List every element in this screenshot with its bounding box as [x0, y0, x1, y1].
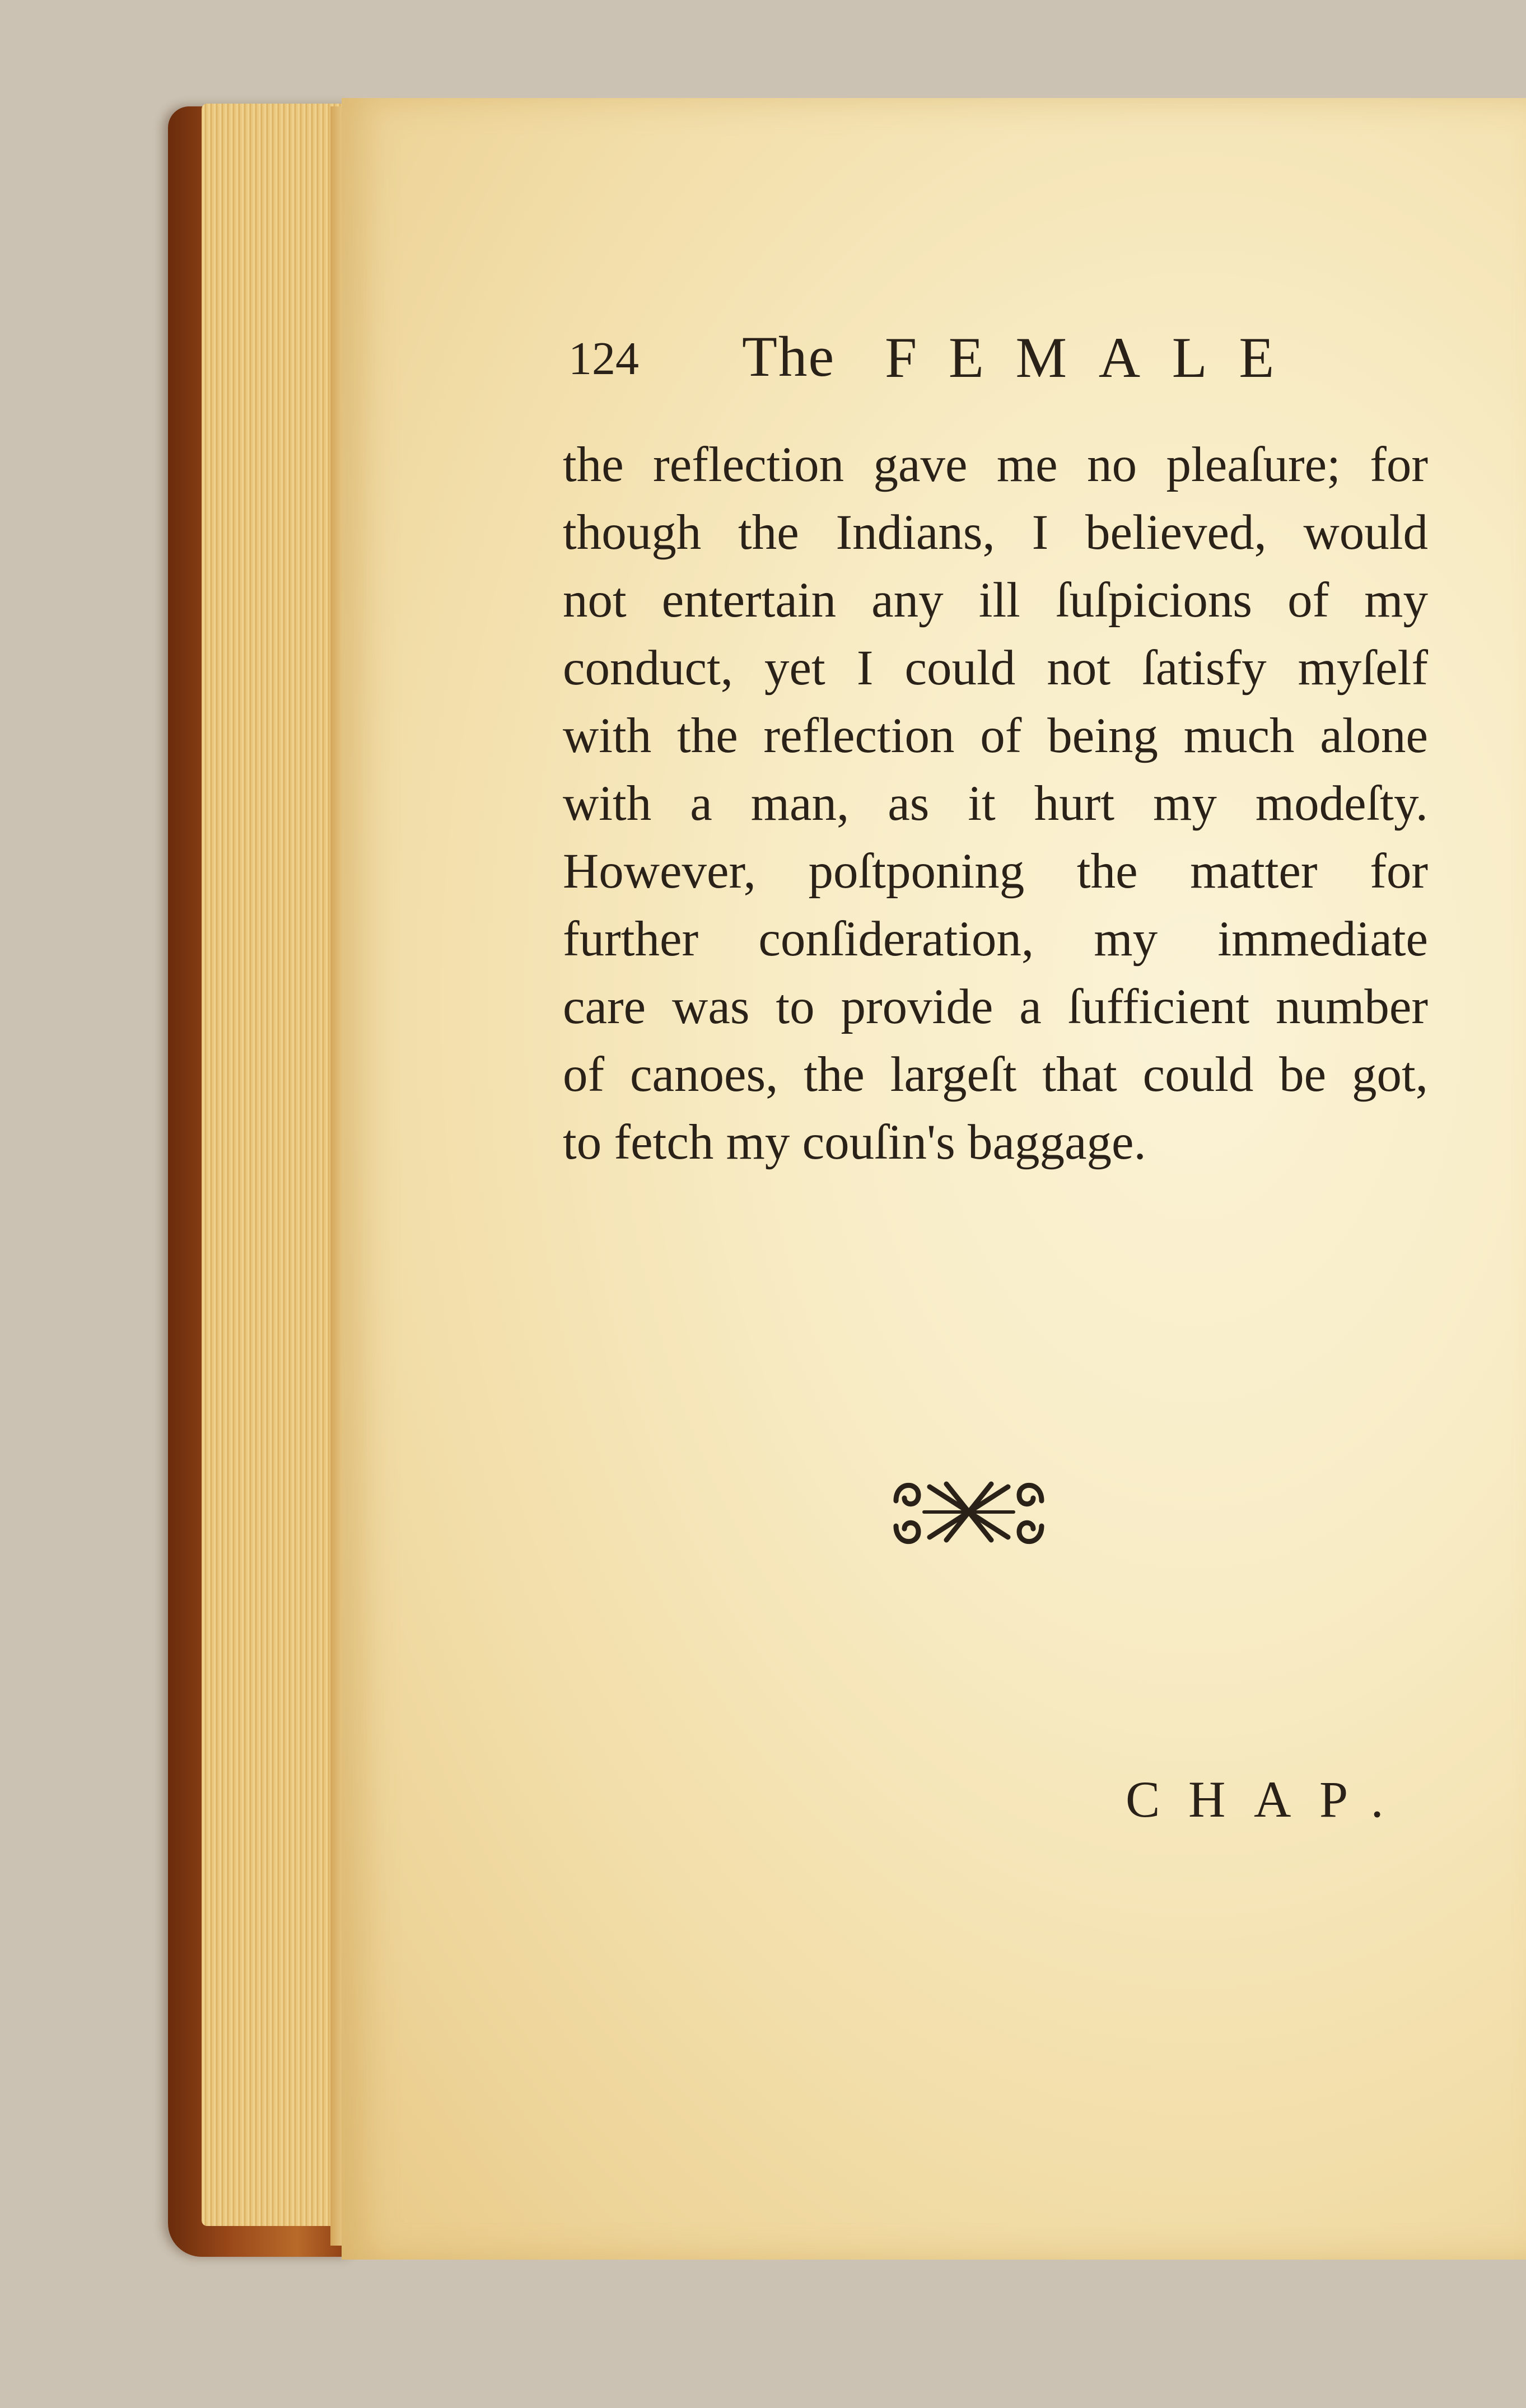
- text-line: conduct, yet I could not ſatisfy myſelf: [563, 641, 1428, 696]
- printer-ornament-icon: [885, 1470, 1053, 1554]
- text-line: to fetch my couſin's baggage.: [563, 1115, 1146, 1170]
- running-head-word: The: [742, 325, 836, 389]
- page-number: 124: [568, 333, 639, 385]
- text-line: the reflection gave me no pleaſure; for: [563, 437, 1428, 492]
- catchword: CHAP.: [1126, 1771, 1412, 1828]
- text-line: However, poſtponing the matter for: [563, 844, 1428, 899]
- text-line: of canoes, the largeſt that could be got,: [563, 1047, 1428, 1102]
- book-page: [342, 98, 1526, 2260]
- text-line: further conſideration, my immediate: [563, 912, 1428, 967]
- page-body-text: [563, 431, 1428, 1177]
- text-line: not entertain any ill ſuſpicions of my: [563, 573, 1428, 628]
- text-line: with a man, as it hurt my modeſty.: [563, 776, 1428, 831]
- running-header: [568, 324, 1408, 391]
- text-line: care was to provide a ſufficient number: [563, 979, 1428, 1034]
- running-head-title: FEMALE: [885, 326, 1306, 390]
- text-line: with the reflection of being much alone: [563, 708, 1428, 763]
- text-line: though the Indians, I believed, would: [563, 505, 1428, 560]
